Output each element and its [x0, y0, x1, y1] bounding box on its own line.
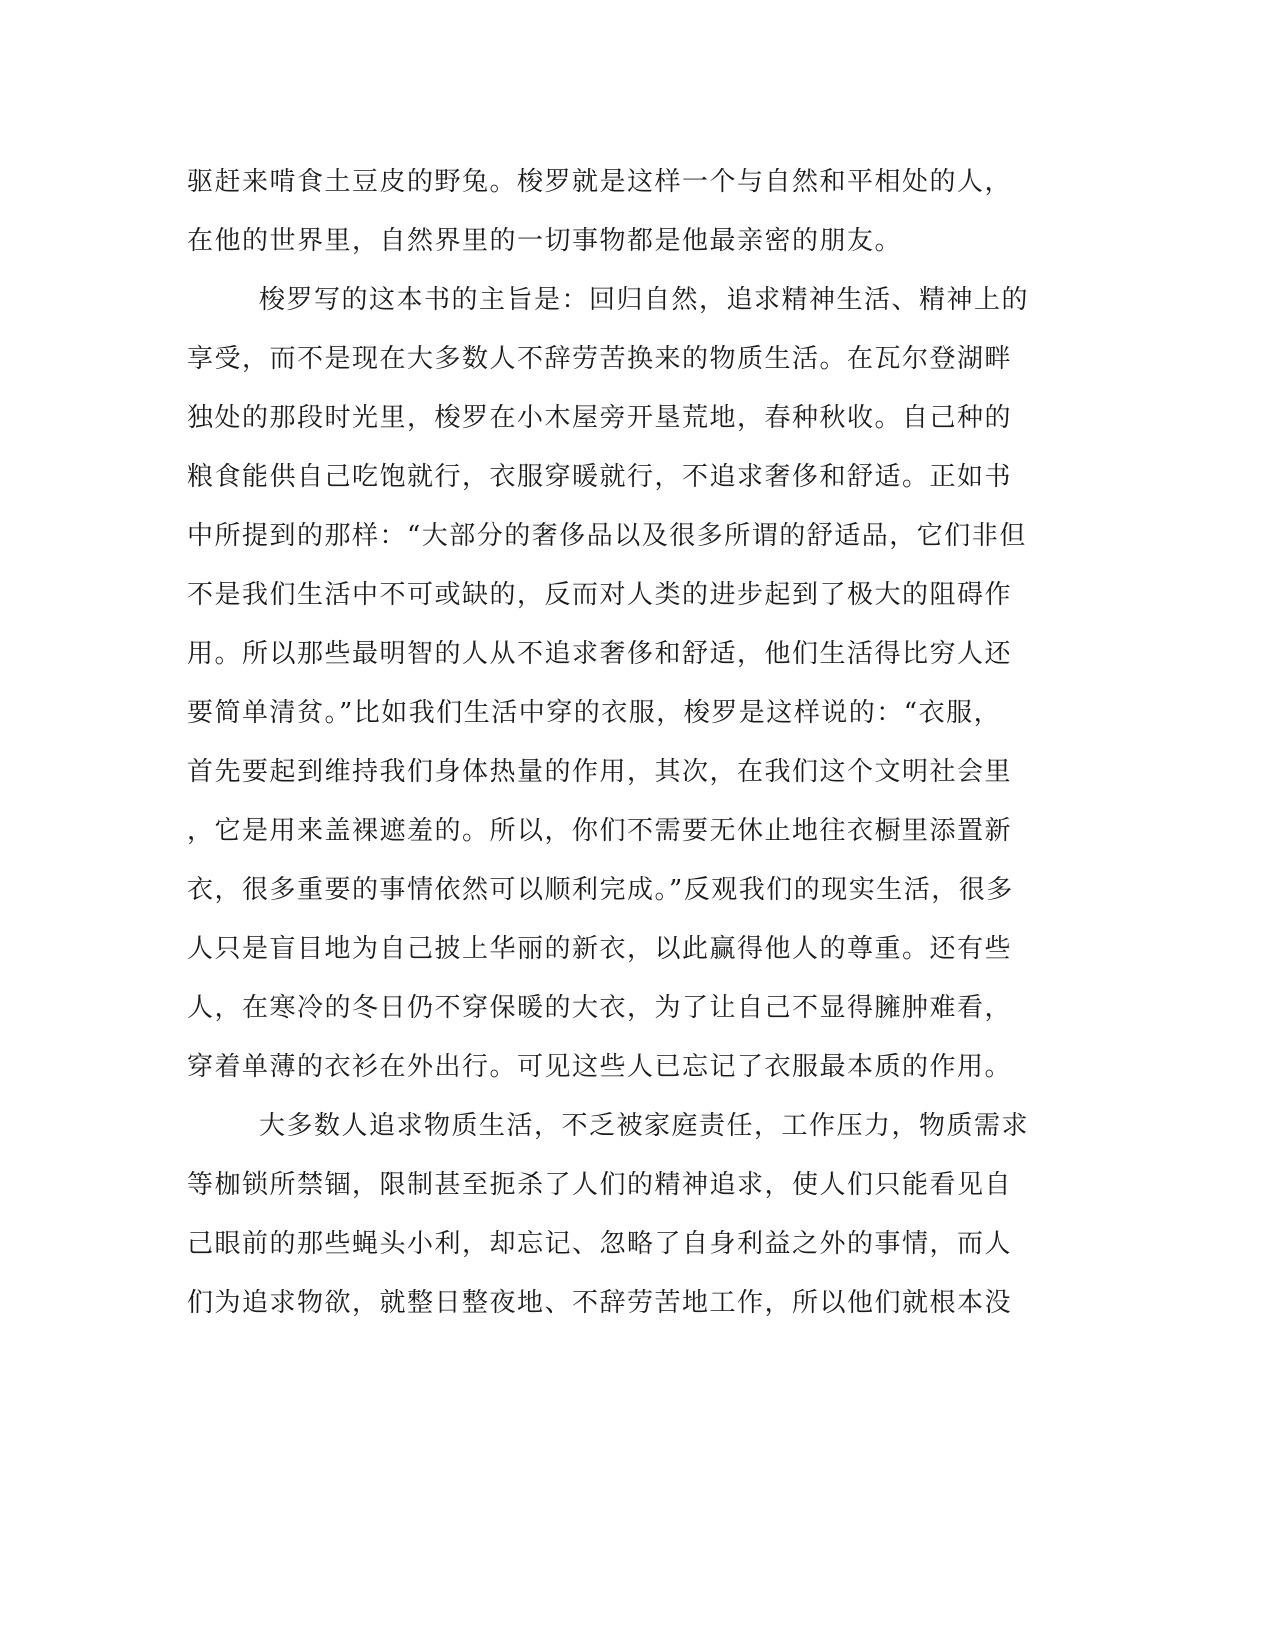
text-line: 己眼前的那些蝇头小利，却忘记、忽略了自身利益之外的事情，而人 — [187, 1229, 1013, 1259]
text-line: 在他的世界里，自然界里的一切事物都是他最亲密的朋友。 — [187, 226, 903, 256]
text-line: 穿着单薄的衣衫在外出行。可见这些人已忘记了衣服最本质的作用。 — [187, 1052, 1013, 1082]
text-line: 衣，很多重要的事情依然可以顺利完成。”反观我们的现实生活，很多 — [187, 875, 1014, 905]
text-line: 们为追求物欲，就整日整夜地、不辞劳苦地工作，所以他们就根本没 — [187, 1288, 1013, 1318]
paragraph-first-line: 梭罗写的这本书的主旨是：回归自然，追求精神生活、精神上的 — [259, 285, 1030, 315]
text-line: 中所提到的那样：“大部分的奢侈品以及很多所谓的舒适品，它们非但 — [187, 521, 1027, 551]
paragraph-first-line: 大多数人追求物质生活，不乏被家庭责任，工作压力，物质需求 — [259, 1111, 1030, 1141]
text-line: 驱赶来啃食土豆皮的野兔。梭罗就是这样一个与自然和平相处的人， — [187, 167, 1013, 197]
text-line: 人，在寒冷的冬日仍不穿保暖的大衣，为了让自己不显得臃肿难看， — [187, 993, 1013, 1023]
text-line: 享受，而不是现在大多数人不辞劳苦换来的物质生活。在瓦尔登湖畔 — [187, 344, 1013, 374]
text-line: 首先要起到维持我们身体热量的作用，其次，在我们这个文明社会里 — [187, 757, 1013, 787]
text-line: 粮食能供自己吃饱就行，衣服穿暖就行，不追求奢侈和舒适。正如书 — [187, 462, 1013, 492]
text-line: 人只是盲目地为自己披上华丽的新衣，以此赢得他人的尊重。还有些 — [187, 934, 1013, 964]
text-line: 用。所以那些最明智的人从不追求奢侈和舒适，他们生活得比穷人还 — [187, 639, 1013, 669]
text-line: ，它是用来盖裸遮羞的。所以，你们不需要无休止地往衣橱里添置新 — [187, 816, 1013, 846]
text-line: 要简单清贫。”比如我们生活中穿的衣服，梭罗是这样说的：“衣服， — [187, 698, 1002, 728]
text-line: 不是我们生活中不可或缺的，反而对人类的进步起到了极大的阻碍作 — [187, 580, 1013, 610]
text-line: 等枷锁所禁锢，限制甚至扼杀了人们的精神追求，使人们只能看见自 — [187, 1170, 1013, 1200]
text-line: 独处的那段时光里，梭罗在小木屋旁开垦荒地，春种秋收。自己种的 — [187, 403, 1013, 433]
